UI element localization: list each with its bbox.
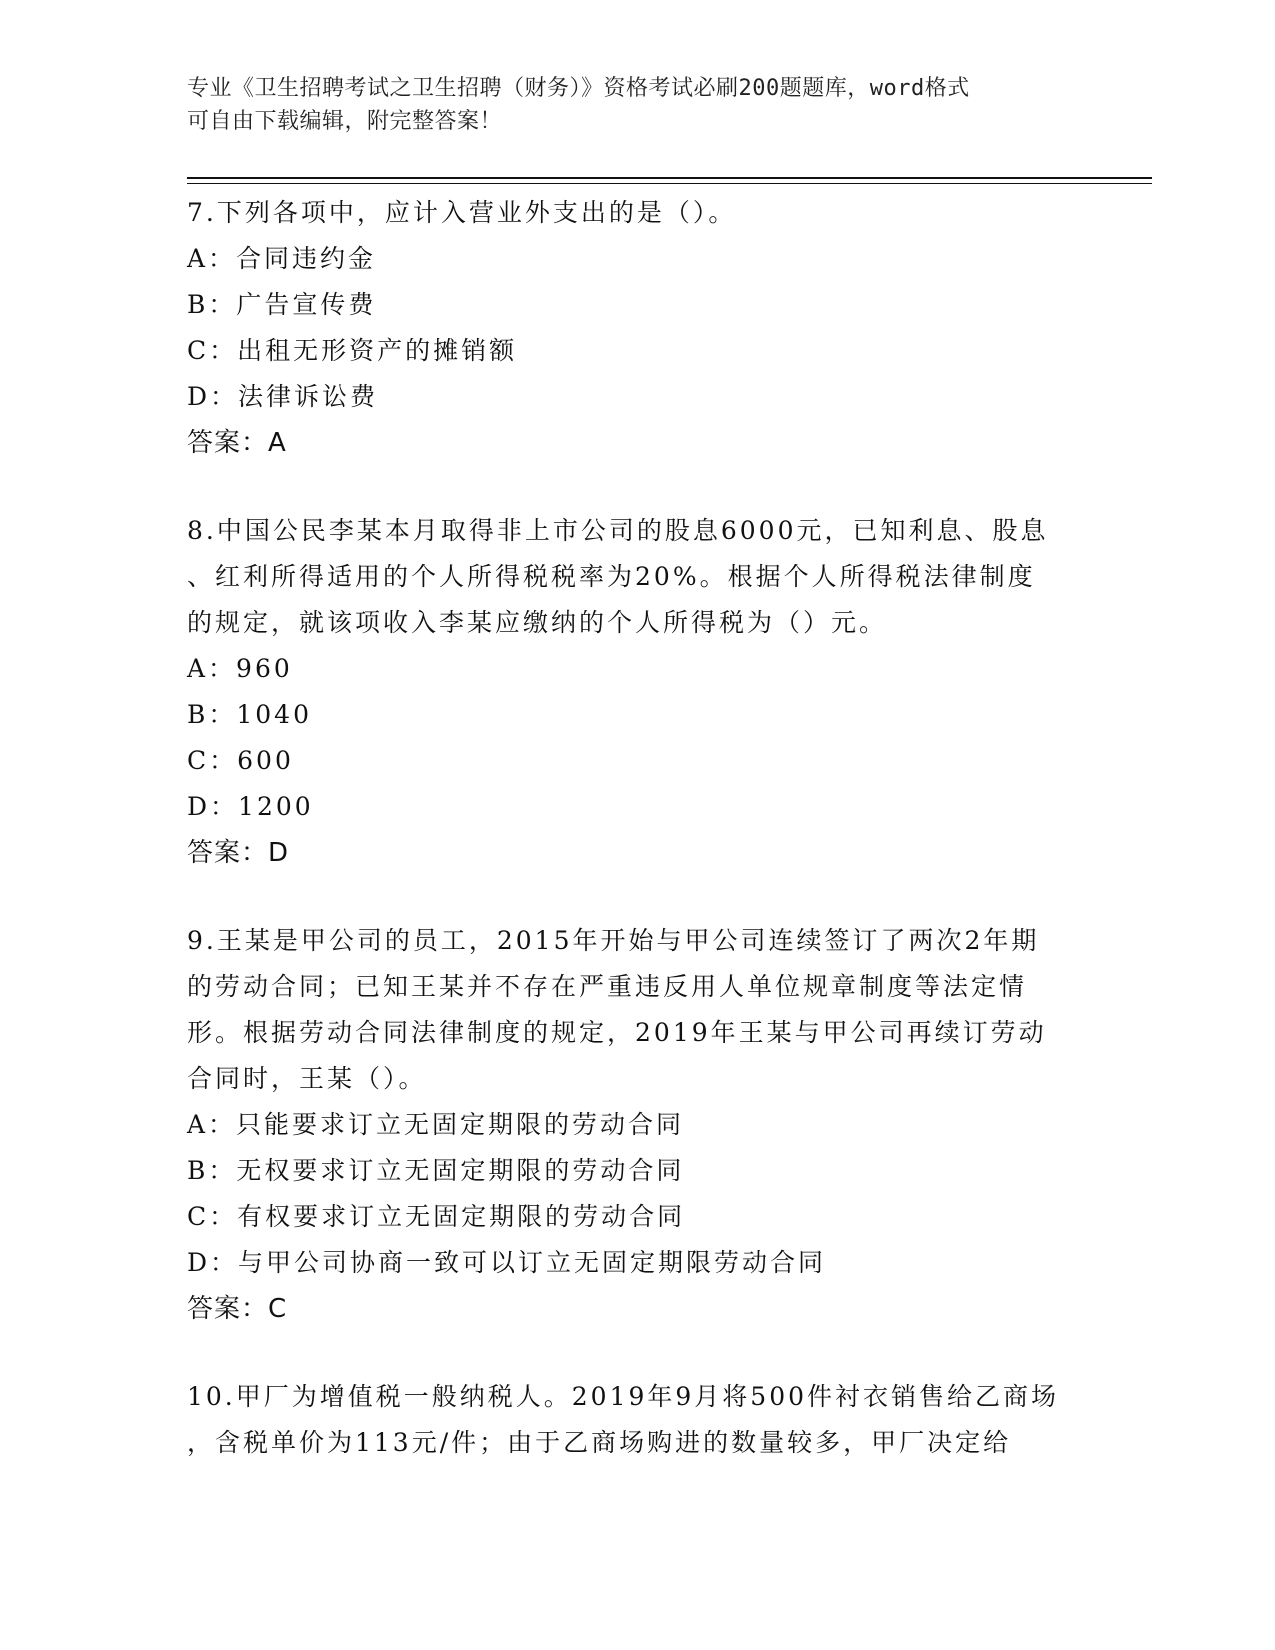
option-a: A：合同违约金: [187, 244, 377, 273]
header-line-1: 专业《卫生招聘考试之卫生招聘（财务）》资格考试必刷200题题库，word格式: [187, 76, 970, 101]
question-stem: 的劳动合同；已知王某并不存在严重违反用人单位规章制度等法定情: [187, 972, 1028, 1001]
option-d: D：与甲公司协商一致可以订立无固定期限劳动合同: [187, 1248, 827, 1277]
question-10: [187, 1374, 1087, 1466]
header-divider-thick: [187, 177, 1152, 179]
option-d: D：1200: [187, 792, 314, 821]
option-a: A：只能要求订立无固定期限的劳动合同: [187, 1110, 685, 1139]
option-b: B：无权要求订立无固定期限的劳动合同: [187, 1156, 685, 1185]
option-b: B：1040: [187, 700, 312, 729]
option-b: B：广告宣传费: [187, 290, 377, 319]
option-c: C：600: [187, 746, 294, 775]
question-stem: ，含税单价为113元/件；由于乙商场购进的数量较多，甲厂决定给: [187, 1428, 1012, 1457]
answer: 答案：C: [187, 1294, 288, 1324]
question-stem: 7.下列各项中，应计入营业外支出的是（）。: [187, 198, 737, 227]
answer: 答案：A: [187, 428, 287, 458]
option-c: C：出租无形资产的摊销额: [187, 336, 518, 365]
question-list: [187, 190, 1087, 1508]
question-stem: 10.甲厂为增值税一般纳税人。2019年9月将500件衬衣销售给乙商场: [187, 1382, 1060, 1411]
question-stem: 8.中国公民李某本月取得非上市公司的股息6000元，已知利息、股息: [187, 516, 1049, 545]
option-a: A：960: [187, 654, 293, 683]
question-8: [187, 508, 1087, 876]
question-stem: 9.王某是甲公司的员工，2015年开始与甲公司连续签订了两次2年期: [187, 926, 1040, 955]
question-9: [187, 918, 1087, 1332]
document-header: [187, 72, 1067, 138]
option-d: D：法律诉讼费: [187, 382, 379, 411]
question-stem: 、红利所得适用的个人所得税税率为20%。根据个人所得税法律制度: [187, 562, 1036, 591]
question-stem: 形。根据劳动合同法律制度的规定，2019年王某与甲公司再续订劳动: [187, 1018, 1047, 1047]
question-7: [187, 190, 1087, 466]
question-stem: 的规定，就该项收入李某应缴纳的个人所得税为（）元。: [187, 608, 888, 637]
header-divider-thin: [187, 183, 1152, 184]
question-stem: 合同时，王某（）。: [187, 1064, 427, 1093]
answer: 答案：D: [187, 838, 290, 868]
option-c: C：有权要求订立无固定期限的劳动合同: [187, 1202, 686, 1231]
header-line-2: 可自由下载编辑，附完整答案！: [187, 109, 503, 134]
